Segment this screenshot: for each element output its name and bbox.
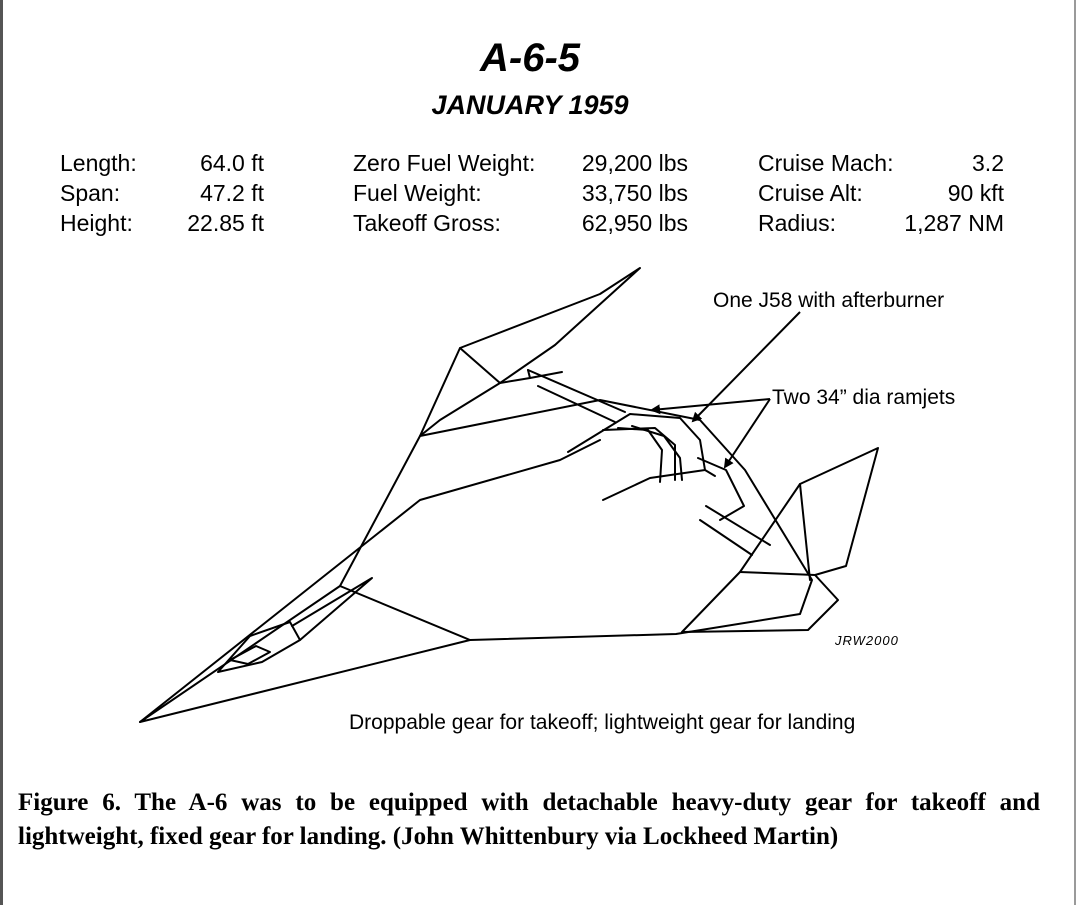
spec-span-label: Span: [60,180,121,206]
upper-strut [528,370,625,422]
upper-vertical-fin [420,268,640,436]
spec-cruise-alt-label: Cruise Alt: [758,180,863,206]
lower-vertical-fin [682,448,878,632]
spec-fuel-weight-value: 33,750 lbs [581,180,688,206]
spec-span-value: 47.2 ft [200,180,264,206]
spec-zero-fuel-weight-value: 29,200 lbs [581,150,688,176]
spec-radius-label: Radius: [758,210,836,236]
artist-signature: JRW2000 [835,633,899,648]
ramjet-leader-line-lower [725,399,770,467]
spec-cruise-mach-value: 3.2 [972,150,1004,176]
cockpit-canopy [218,578,372,672]
engine-nacelle [568,414,744,520]
spec-takeoff-gross-value: 62,950 lbs [581,210,688,236]
spec-height-value: 22.85 ft [187,210,264,236]
spec-fuel-weight-label: Fuel Weight: [353,180,482,206]
spec-height-label: Height: [60,210,133,236]
fuselage-outline [140,400,812,722]
spec-cruise-alt-value: 90 kft [947,180,1004,206]
spec-cruise-mach-label: Cruise Mach: [758,150,894,176]
lower-strut [700,506,770,555]
diagram-date: JANUARY 1959 [431,90,629,120]
ramjet-leader-line-upper [652,399,770,410]
spec-length-value: 64.0 ft [200,150,264,176]
engine-callout: One J58 with afterburner [713,289,945,312]
spec-length-label: Length: [60,150,137,176]
ramjets-callout: Two 34” dia ramjets [772,386,956,409]
diagram-title: A-6-5 [479,36,581,80]
gear-callout: Droppable gear for takeoff; lightweight gear for landing [349,711,856,734]
spec-zero-fuel-weight-label: Zero Fuel Weight: [353,150,536,176]
spec-takeoff-gross-label: Takeoff Gross: [353,210,501,236]
spec-radius-value: 1,287 NM [904,210,1004,236]
figure-caption: Figure 6. The A-6 was to be equipped with detachable heavy-duty gear for takeoff and lightweight, fixed gear for landing. (John Whittenbury via Lockheed Martin) [18,789,1040,850]
